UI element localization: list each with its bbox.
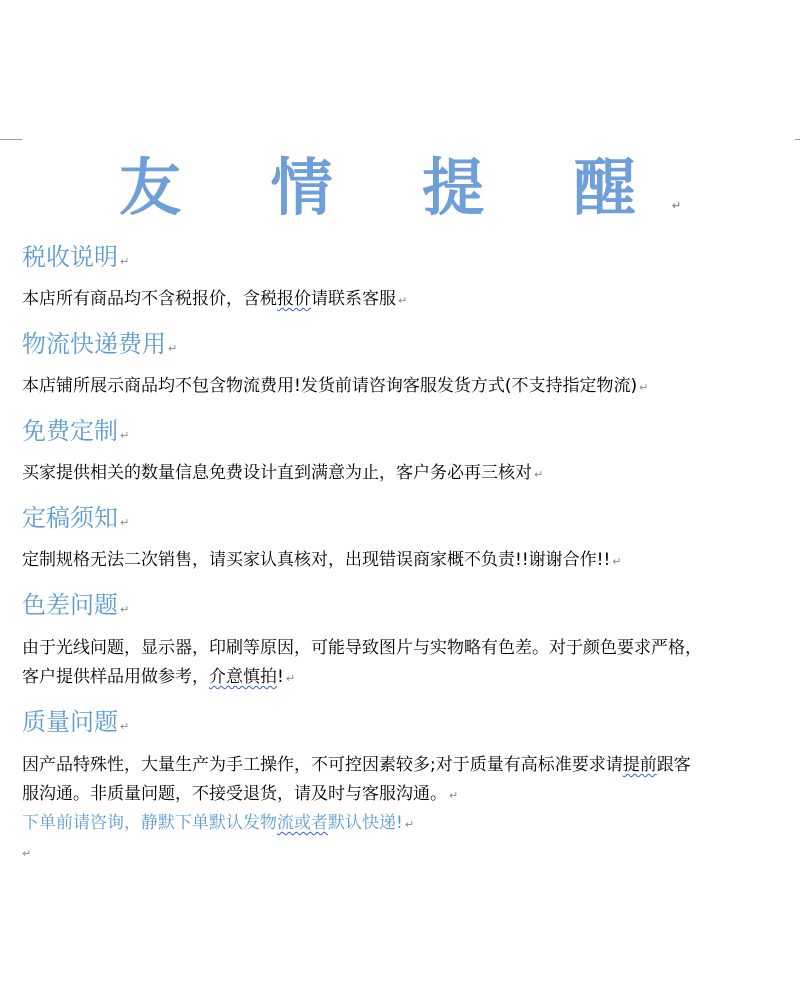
section-text-color-line1 <box>22 634 702 663</box>
paragraph-mark-icon: ↵ <box>120 603 130 616</box>
text-run: 由于光线问题，显示器，印刷等原因，可能导致图片与实物略有色差。对于颜色要求严格， <box>22 638 702 658</box>
paragraph-mark-icon: ↵ <box>398 294 408 307</box>
section-text-final <box>22 546 621 576</box>
paragraph-mark-icon: ↵ <box>120 429 130 442</box>
section-text-quality-line1 <box>22 751 691 780</box>
paragraph-mark-icon: ↵ <box>449 789 459 802</box>
heading-text: 免费定制 <box>22 417 118 445</box>
heading-text: 物流快递费用 <box>22 330 166 358</box>
text-run: 服沟通。非质量问题，不接受退货，请及时与客服沟通。 <box>22 784 447 804</box>
heading-text: 质量问题 <box>22 708 118 736</box>
text-run: 本店铺所展示商品均不包含物流费用!发货前请咨询客服发货方式(不支持指定物流) <box>22 376 638 396</box>
heading-text: 税收说明 <box>22 243 118 271</box>
paragraph-mark-icon: ↵ <box>612 555 622 568</box>
paragraph-mark-icon: ↵ <box>120 255 130 268</box>
section-heading-tax <box>22 241 129 278</box>
order-note <box>22 809 414 839</box>
section-heading-quality <box>22 706 129 743</box>
heading-text: 定稿须知 <box>22 504 118 532</box>
section-text-custom <box>22 459 543 489</box>
empty-paragraph <box>22 838 31 868</box>
section-heading-final <box>22 502 129 539</box>
paragraph-mark-icon: ↵ <box>639 381 649 394</box>
page-corner-mark-right <box>795 139 800 140</box>
spellcheck-underlined-text: 流或者 <box>277 813 328 833</box>
paragraph-mark-icon: ↵ <box>671 199 681 212</box>
text-run: 请联系客服 <box>311 289 396 309</box>
section-heading-custom <box>22 415 129 452</box>
paragraph-mark-icon: ↵ <box>168 342 178 355</box>
page-title <box>0 148 800 246</box>
paragraph-mark-icon: ↵ <box>285 672 296 685</box>
spellcheck-underlined-text: 报价 <box>277 289 311 309</box>
paragraph-mark-icon: ↵ <box>404 818 415 831</box>
text-run: 跟客 <box>656 755 691 775</box>
paragraph-mark-icon: ↵ <box>22 847 32 860</box>
text-run: 默认快递! <box>328 813 403 833</box>
heading-text: 色差问题 <box>22 591 118 619</box>
section-text-quality-line2 <box>22 780 458 810</box>
text-run: 定制规格无法二次销售，请买家认真核对，出现错误商家概不负责!!谢谢合作!! <box>22 550 611 570</box>
text-run: 下单前请咨询，静默下单默认发物 <box>22 813 277 833</box>
text-run: 本店所有商品均不含税报价，含税 <box>22 289 277 309</box>
section-text-color-line2 <box>22 663 295 693</box>
text-run: ! <box>277 667 284 687</box>
page-corner-mark-left <box>0 139 22 140</box>
text-run: 买家提供相关的数量信息免费设计直到满意为止，客户务必再三核对 <box>22 463 532 483</box>
paragraph-mark-icon: ↵ <box>534 468 544 481</box>
section-text-tax <box>22 285 407 315</box>
section-heading-shipping <box>22 328 177 365</box>
spellcheck-underlined-text: 提前 <box>622 755 657 775</box>
text-run: 因产品特殊性，大量生产为手工操作，不可控因素较多;对于质量有高标准要求请 <box>22 755 623 775</box>
section-heading-color <box>22 589 129 626</box>
section-text-shipping <box>22 372 648 402</box>
paragraph-mark-icon: ↵ <box>120 516 130 529</box>
spellcheck-underlined-text: 介意慎拍 <box>209 667 277 687</box>
text-run: 客户提供样品用做参考， <box>22 667 209 687</box>
page-title-text: 友 情 提 醒 <box>119 151 670 224</box>
paragraph-mark-icon: ↵ <box>120 720 130 733</box>
